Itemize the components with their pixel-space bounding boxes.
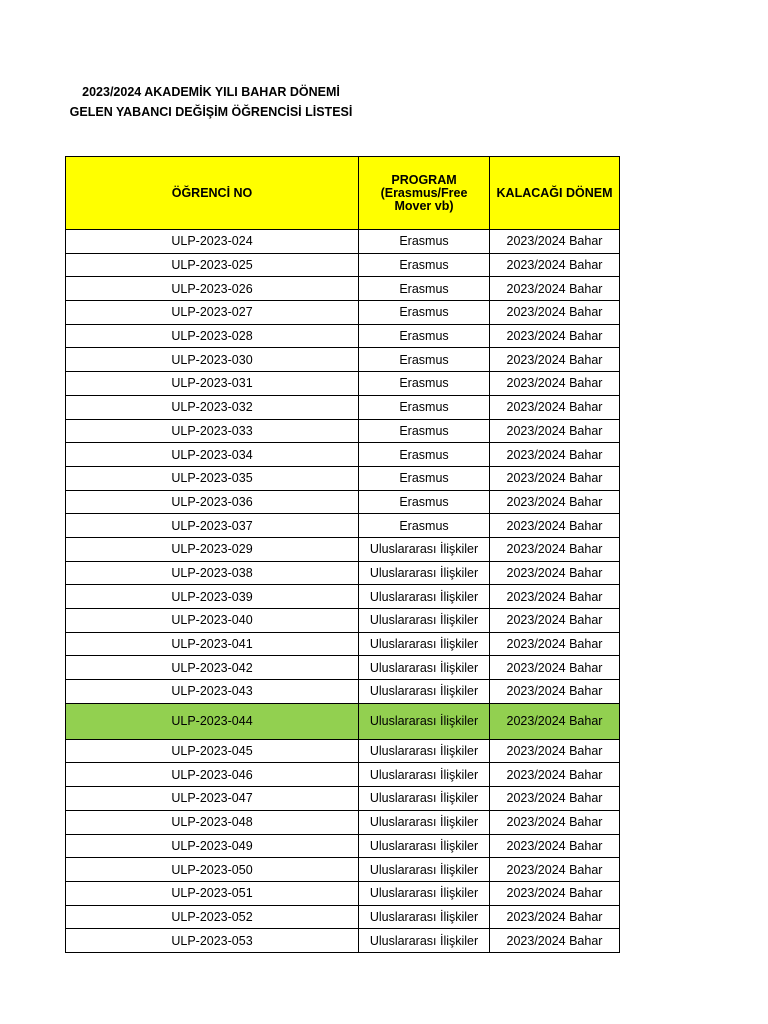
table-row bbox=[66, 858, 620, 882]
term-cell: 2023/2024 Bahar bbox=[490, 395, 620, 419]
program-cell: Erasmus bbox=[359, 514, 490, 538]
program-cell: Uluslararası İlişkiler bbox=[359, 739, 490, 763]
student-no-cell: ULP-2023-039 bbox=[66, 585, 359, 609]
term-cell: 2023/2024 Bahar bbox=[490, 680, 620, 704]
program-cell: Erasmus bbox=[359, 230, 490, 254]
student-list-table bbox=[65, 156, 620, 953]
term-cell: 2023/2024 Bahar bbox=[490, 490, 620, 514]
student-no-cell: ULP-2023-042 bbox=[66, 656, 359, 680]
student-no-cell: ULP-2023-041 bbox=[66, 632, 359, 656]
student-no-cell: ULP-2023-024 bbox=[66, 230, 359, 254]
program-cell: Erasmus bbox=[359, 466, 490, 490]
student-no-cell: ULP-2023-052 bbox=[66, 905, 359, 929]
table-row bbox=[66, 230, 620, 254]
term-cell: 2023/2024 Bahar bbox=[490, 514, 620, 538]
term-cell: 2023/2024 Bahar bbox=[490, 537, 620, 561]
student-no-cell: ULP-2023-040 bbox=[66, 609, 359, 633]
student-no-cell: ULP-2023-037 bbox=[66, 514, 359, 538]
program-cell: Erasmus bbox=[359, 372, 490, 396]
term-cell: 2023/2024 Bahar bbox=[490, 905, 620, 929]
program-cell: Erasmus bbox=[359, 395, 490, 419]
column-header-term: KALACAĞI DÖNEM bbox=[490, 157, 620, 230]
table-row bbox=[66, 372, 620, 396]
term-cell: 2023/2024 Bahar bbox=[490, 656, 620, 680]
student-no-cell: ULP-2023-044 bbox=[66, 703, 359, 739]
term-cell: 2023/2024 Bahar bbox=[490, 466, 620, 490]
table-row bbox=[66, 881, 620, 905]
term-cell: 2023/2024 Bahar bbox=[490, 929, 620, 953]
table-row bbox=[66, 348, 620, 372]
student-no-cell: ULP-2023-026 bbox=[66, 277, 359, 301]
column-header-program bbox=[359, 157, 490, 230]
program-cell: Uluslararası İlişkiler bbox=[359, 905, 490, 929]
term-cell: 2023/2024 Bahar bbox=[490, 632, 620, 656]
table-row bbox=[66, 905, 620, 929]
program-cell: Erasmus bbox=[359, 301, 490, 325]
program-cell: Uluslararası İlişkiler bbox=[359, 680, 490, 704]
table-row bbox=[66, 277, 620, 301]
table-row bbox=[66, 490, 620, 514]
student-no-cell: ULP-2023-049 bbox=[66, 834, 359, 858]
term-cell: 2023/2024 Bahar bbox=[490, 348, 620, 372]
table-header bbox=[66, 157, 620, 230]
table-row bbox=[66, 680, 620, 704]
term-cell: 2023/2024 Bahar bbox=[490, 585, 620, 609]
table-row bbox=[66, 656, 620, 680]
table-row bbox=[66, 466, 620, 490]
table-row bbox=[66, 787, 620, 811]
program-header-line-1: PROGRAM bbox=[391, 172, 457, 187]
term-cell: 2023/2024 Bahar bbox=[490, 561, 620, 585]
table-row bbox=[66, 810, 620, 834]
student-no-cell: ULP-2023-045 bbox=[66, 739, 359, 763]
program-cell: Uluslararası İlişkiler bbox=[359, 787, 490, 811]
student-no-cell: ULP-2023-051 bbox=[66, 881, 359, 905]
student-no-cell: ULP-2023-046 bbox=[66, 763, 359, 787]
student-no-cell: ULP-2023-030 bbox=[66, 348, 359, 372]
student-no-cell: ULP-2023-038 bbox=[66, 561, 359, 585]
student-no-cell: ULP-2023-036 bbox=[66, 490, 359, 514]
program-cell: Erasmus bbox=[359, 419, 490, 443]
program-cell: Uluslararası İlişkiler bbox=[359, 810, 490, 834]
column-header-student-no: ÖĞRENCİ NO bbox=[66, 157, 359, 230]
table-row bbox=[66, 632, 620, 656]
student-no-cell: ULP-2023-027 bbox=[66, 301, 359, 325]
program-cell: Uluslararası İlişkiler bbox=[359, 858, 490, 882]
student-no-cell: ULP-2023-050 bbox=[66, 858, 359, 882]
table-row bbox=[66, 537, 620, 561]
program-cell: Erasmus bbox=[359, 277, 490, 301]
program-cell: Uluslararası İlişkiler bbox=[359, 763, 490, 787]
student-no-cell: ULP-2023-053 bbox=[66, 929, 359, 953]
table-row bbox=[66, 834, 620, 858]
term-cell: 2023/2024 Bahar bbox=[490, 230, 620, 254]
term-cell: 2023/2024 Bahar bbox=[490, 324, 620, 348]
term-cell: 2023/2024 Bahar bbox=[490, 443, 620, 467]
program-cell: Uluslararası İlişkiler bbox=[359, 703, 490, 739]
table-row bbox=[66, 324, 620, 348]
term-cell: 2023/2024 Bahar bbox=[490, 253, 620, 277]
term-cell: 2023/2024 Bahar bbox=[490, 609, 620, 633]
student-no-cell: ULP-2023-033 bbox=[66, 419, 359, 443]
term-cell: 2023/2024 Bahar bbox=[490, 739, 620, 763]
student-no-cell: ULP-2023-035 bbox=[66, 466, 359, 490]
program-cell: Uluslararası İlişkiler bbox=[359, 881, 490, 905]
table-row bbox=[66, 301, 620, 325]
term-cell: 2023/2024 Bahar bbox=[490, 881, 620, 905]
title-line-2: GELEN YABANCI DEĞİŞİM ÖĞRENCİSİ LİSTESİ bbox=[69, 105, 353, 119]
title-line-1: 2023/2024 AKADEMİK YILI BAHAR DÖNEMİ bbox=[82, 85, 340, 99]
program-cell: Uluslararası İlişkiler bbox=[359, 929, 490, 953]
program-cell: Uluslararası İlişkiler bbox=[359, 609, 490, 633]
term-cell: 2023/2024 Bahar bbox=[490, 372, 620, 396]
table-row-highlighted bbox=[66, 703, 620, 739]
student-no-cell: ULP-2023-048 bbox=[66, 810, 359, 834]
term-cell: 2023/2024 Bahar bbox=[490, 301, 620, 325]
program-cell: Uluslararası İlişkiler bbox=[359, 537, 490, 561]
program-cell: Uluslararası İlişkiler bbox=[359, 585, 490, 609]
program-header-line-2: (Erasmus/Free Mover vb) bbox=[380, 185, 468, 213]
program-cell: Erasmus bbox=[359, 348, 490, 372]
student-no-cell: ULP-2023-047 bbox=[66, 787, 359, 811]
header-row bbox=[66, 157, 620, 230]
table-row bbox=[66, 253, 620, 277]
student-no-cell: ULP-2023-034 bbox=[66, 443, 359, 467]
program-cell: Erasmus bbox=[359, 324, 490, 348]
document-title bbox=[66, 82, 356, 122]
table-body bbox=[66, 230, 620, 953]
student-no-cell: ULP-2023-028 bbox=[66, 324, 359, 348]
program-cell: Uluslararası İlişkiler bbox=[359, 561, 490, 585]
program-cell: Uluslararası İlişkiler bbox=[359, 656, 490, 680]
student-no-cell: ULP-2023-043 bbox=[66, 680, 359, 704]
program-cell: Erasmus bbox=[359, 490, 490, 514]
program-cell: Uluslararası İlişkiler bbox=[359, 632, 490, 656]
student-no-cell: ULP-2023-025 bbox=[66, 253, 359, 277]
table-row bbox=[66, 443, 620, 467]
table-row bbox=[66, 739, 620, 763]
table-row bbox=[66, 585, 620, 609]
term-cell: 2023/2024 Bahar bbox=[490, 419, 620, 443]
table-row bbox=[66, 609, 620, 633]
term-cell: 2023/2024 Bahar bbox=[490, 810, 620, 834]
student-no-cell: ULP-2023-029 bbox=[66, 537, 359, 561]
student-no-cell: ULP-2023-031 bbox=[66, 372, 359, 396]
term-cell: 2023/2024 Bahar bbox=[490, 763, 620, 787]
program-cell: Erasmus bbox=[359, 443, 490, 467]
program-cell: Erasmus bbox=[359, 253, 490, 277]
table-row bbox=[66, 419, 620, 443]
table-row bbox=[66, 929, 620, 953]
term-cell: 2023/2024 Bahar bbox=[490, 834, 620, 858]
term-cell: 2023/2024 Bahar bbox=[490, 277, 620, 301]
student-no-cell: ULP-2023-032 bbox=[66, 395, 359, 419]
term-cell: 2023/2024 Bahar bbox=[490, 787, 620, 811]
table-row bbox=[66, 561, 620, 585]
term-cell: 2023/2024 Bahar bbox=[490, 858, 620, 882]
program-cell: Uluslararası İlişkiler bbox=[359, 834, 490, 858]
table-row bbox=[66, 395, 620, 419]
table-row bbox=[66, 763, 620, 787]
term-cell: 2023/2024 Bahar bbox=[490, 703, 620, 739]
table-row bbox=[66, 514, 620, 538]
